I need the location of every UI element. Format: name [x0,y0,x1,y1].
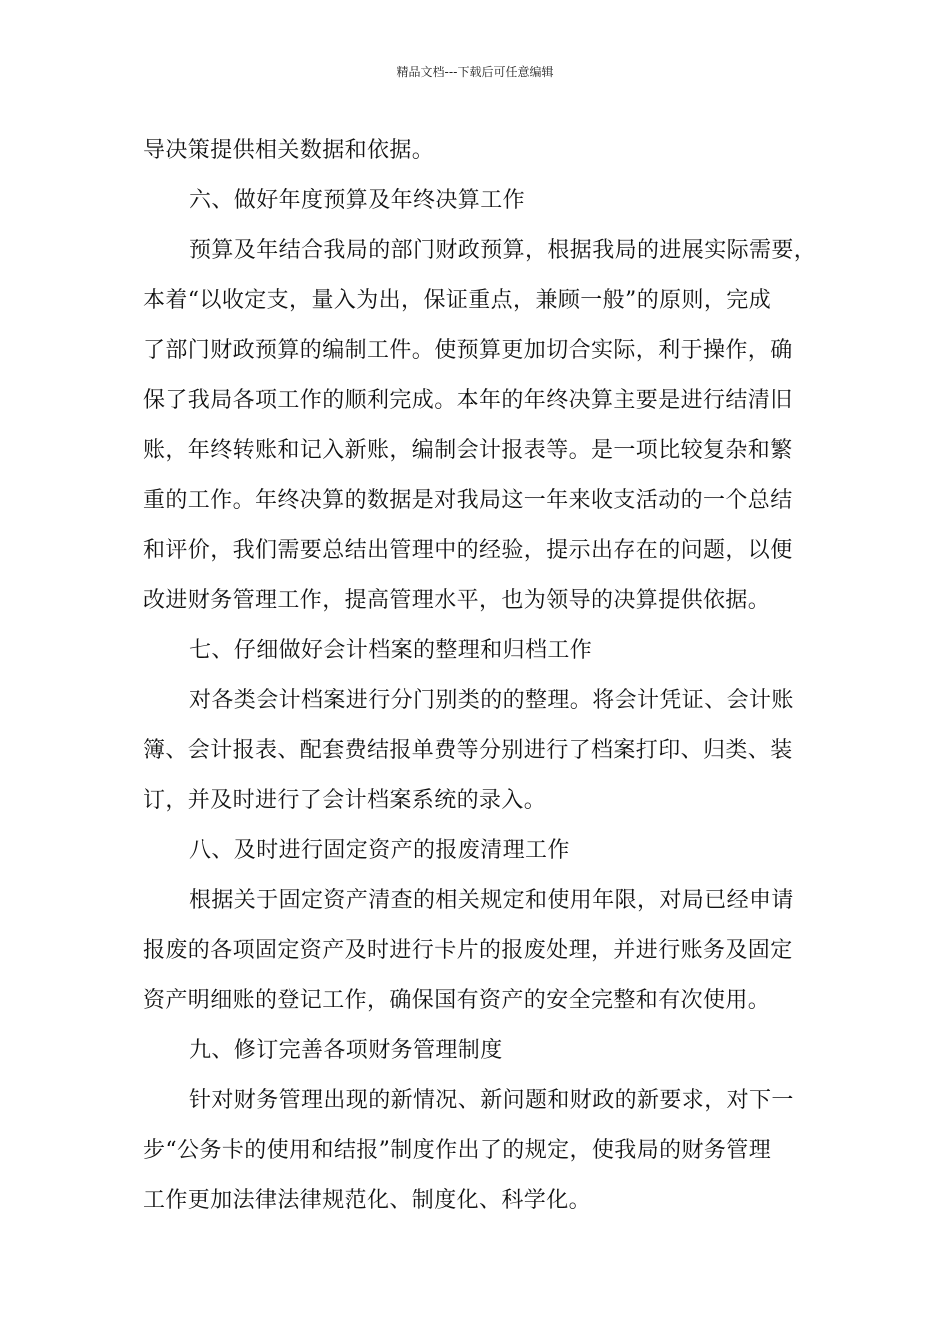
body-line: 预算及年结合我局的部门财政预算，根据我局的进展实际需要， [189,238,817,263]
body-line: 工作更加法律法律规范化、制度化、科学化。 [143,1188,592,1213]
body-line: 针对财务管理出现的新情况、新问题和财政的新要求，对下一 [189,1088,794,1113]
body-line: 簿、会计报表、配套费结报单费等分别进行了档案打印、归类、装 [143,738,793,763]
body-line: 根据关于固定资产清查的相关规定和使用年限，对局已经申请 [189,888,794,913]
section-heading-7: 七、仔细做好会计档案的整理和归档工作 [189,638,593,663]
body-line: 账，年终转账和记入新账，编制会计报表等。是一项比较复杂和繁 [143,438,793,463]
section-heading-8: 八、及时进行固定资产的报废清理工作 [189,838,570,863]
section-heading-9: 九、修订完善各项财务管理制度 [189,1038,503,1063]
body-line: 对各类会计档案进行分门别类的的整理。将会计凭证、会计账 [189,688,794,713]
section-heading-6: 六、做好年度预算及年终决算工作 [189,188,526,213]
body-line: 改进财务管理工作，提高管理水平，也为领导的决算提供依据。 [143,588,771,613]
body-line: 导决策提供相关数据和依据。 [143,138,435,163]
body-line: 和评价，我们需要总结出管理中的经验，提示出存在的问题，以便 [143,538,793,563]
body-line: 资产明细账的登记工作，确保国有资产的安全完整和有次使用。 [143,988,771,1013]
body-line: 保了我局各项工作的顺利完成。本年的年终决算主要是进行结清旧 [143,388,793,413]
body-line: 了部门财政预算的编制工件。使预算更加切合实际，利于操作，确 [143,338,793,363]
body-line: 重的工作。年终决算的数据是对我局这一年来收支活动的一个总结 [143,488,793,513]
document-body [143,126,823,1226]
body-line: 本着“以收定支，量入为出，保证重点，兼顾一般”的原则，完成 [143,288,772,313]
body-line: 报废的各项固定资产及时进行卡片的报废处理，并进行账务及固定 [143,938,793,963]
page-header: 精品文档---下载后可任意编辑 [396,65,554,79]
body-line: 步“公务卡的使用和结报”制度作出了的规定，使我局的财务管理 [143,1138,772,1163]
body-line: 订，并及时进行了会计档案系统的录入。 [143,788,547,813]
